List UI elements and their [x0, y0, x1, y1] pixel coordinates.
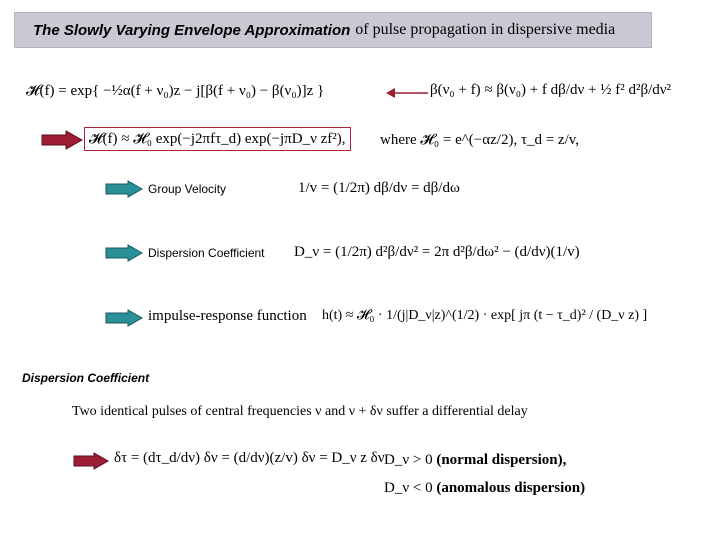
differential-delay-equation: δτ = (dτ_d/dν) δν = (d/dν)(z/v) δν = D_ν z δν — [114, 450, 385, 466]
transfer-function-full: 𝓗(f) = exp{ −½α(f + ν₀)z − j[β(f + ν₀) − β(ν₀)]z } — [26, 83, 325, 99]
red-arrow-icon — [40, 130, 84, 150]
title-bar — [14, 12, 652, 48]
group-velocity-label: Group Velocity — [148, 182, 227, 196]
teal-arrow-icon — [104, 309, 144, 327]
title-bold: The Slowly Varying Envelope Approximation — [33, 21, 351, 39]
beta-expansion: β(ν₀ + f) ≈ β(ν₀) + f dβ/dν + ½ f² d²β/dν² — [430, 82, 672, 98]
teal-arrow-icon — [104, 180, 144, 198]
anomalous-dispersion-line — [384, 480, 585, 497]
normal-label: (normal dispersion), — [436, 452, 567, 468]
normal-dispersion-line — [384, 452, 566, 469]
title-rest: of pulse propagation in dispersive media — [355, 21, 616, 38]
impulse-response-label: impulse-response function — [148, 308, 307, 324]
anomalous-label: (anomalous dispersion) — [436, 480, 586, 496]
section-heading: Dispersion Coefficient — [22, 371, 150, 385]
left-arrow-icon — [384, 86, 430, 100]
red-arrow-icon — [72, 452, 110, 470]
dispersion-coefficient-label: Dispersion Coefficient — [148, 246, 265, 260]
where-clause: where 𝓗₀ = e^(−αz/2), τ_d = z/v, — [380, 132, 580, 148]
anomalous-condition: D_ν < 0 — [384, 480, 433, 496]
transfer-function-approx: 𝓗(f) ≈ 𝓗₀ exp(−j2πfτ_d) exp(−jπD_ν zf²), — [84, 127, 351, 151]
dispersion-coefficient-formula: D_ν = (1/2π) d²β/dν² = 2π d²β/dω² − (d/dν)(1/v) — [294, 244, 580, 260]
teal-arrow-icon — [104, 244, 144, 262]
normal-condition: D_ν > 0 — [384, 452, 433, 468]
impulse-response-formula: h(t) ≈ 𝓗₀ · 1/(j|D_ν|z)^(1/2) · exp[ jπ (t − τ_d)² / (D_ν z) ] — [322, 308, 648, 323]
section-sentence: Two identical pulses of central frequencies ν and ν + δν suffer a differential delay — [72, 404, 528, 419]
group-velocity-formula: 1/v = (1/2π) dβ/dν = dβ/dω — [298, 180, 460, 196]
